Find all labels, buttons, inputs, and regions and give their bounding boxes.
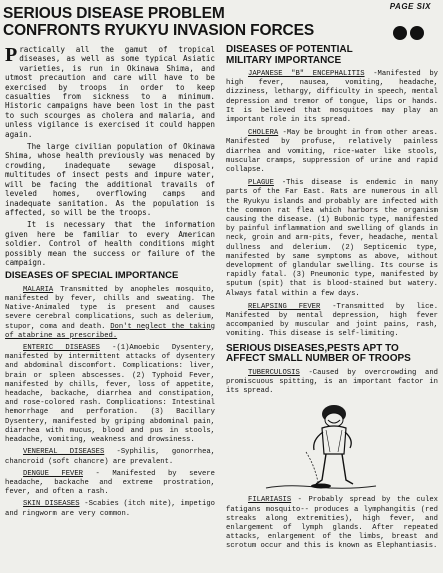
entry-enteric — [5, 344, 215, 445]
keyword: MALARIA — [23, 285, 54, 294]
entry-japanese-b — [226, 70, 438, 125]
keyword: JAPANESE "B" ENCEPHALITIS — [248, 70, 365, 78]
intro-paragraph-1 — [5, 45, 215, 139]
emphasis-text: Don't neglect the taking of atabrine as prescribed. — [5, 322, 215, 340]
keyword: ENTERIC DISEASES — [23, 344, 100, 353]
entry-text: - Manifested by severe headache, backache and extreme prostration, fever, and often a rash. — [5, 469, 215, 497]
entry-text: -Caused by overcrowding and promiscuous spitting, is an important factor in its spread. — [226, 368, 438, 396]
headline-bullets — [393, 26, 427, 45]
entry-text: -This disease is endemic in many parts of the Far East. Rats are numerous in all the Ryukyu islands and probably are infected with the common rat flea which harbors the organism causing the disease. (1) Bubonic type, manifested by painful inflammation and swelling of glands in neck, groin and arm-pits, fever, headache, mental dullness and delerium. (2) Septicemic type, manifested by same symptoms as above, without development of glandular swelling. Its course is rapidly fatal. (3) Pneumonic type, manifested by sputum (spit) that is blood-stained but watery. Always fatal within a few days. — [226, 179, 438, 298]
keyword: RELAPSING FEVER — [248, 302, 321, 311]
heading-line: AFFECT SMALL NUMBER OF TROOPS — [226, 353, 411, 365]
headline-line-1: SERIOUS DISEASE PROBLEM — [3, 5, 225, 22]
entry-text: -Transmitted by lice. Manifested by mental depression, high fever accompanied by muscular and joint pains, rash, vomiting. This disease is self-limiting. — [226, 302, 439, 339]
keyword: TUBERCULOSIS — [248, 368, 300, 377]
entry-tuberculosis — [226, 369, 438, 397]
entry-text: -Syphilis, gonorrhea, chancroid (soft chancre) are prevalent. — [5, 448, 216, 466]
keyword: VENEREAL DISEASES — [23, 448, 105, 457]
bullet-dot-icon — [410, 26, 424, 40]
section-heading-special: DISEASES OF SPECIAL IMPORTANCE — [5, 270, 179, 282]
keyword: CHOLERA — [248, 129, 279, 138]
entry-cholera — [226, 129, 438, 175]
section-heading-spread — [226, 344, 438, 365]
heading-line: SERIOUS DISEASES,PESTS APT TO — [226, 342, 399, 354]
entry-relapsing-fever — [226, 303, 438, 340]
entry-text: -May be brought in from other areas. Manifested by profuse, relatively painless diarrhea and vomiting, rice-water like stools, muscular cramps, suppression of urine and rapid collapse. — [226, 129, 438, 175]
entry-text: - Probably spread by the culex fatigans mosquito-- produces a lymphangitis (red streaks along extremities), high fever, and enlargement of lymph glands. After repeated attacks, enlargement of the limbs, breast and scrotum occur and this is known as Elephantiasis. — [226, 496, 438, 551]
heading-line: DISEASES OF POTENTIAL — [226, 44, 353, 55]
headline — [3, 5, 423, 39]
keyword: DENGUE FEVER — [23, 469, 83, 478]
entry-filariasis — [226, 496, 438, 551]
intro-paragraph-3: It is necessary that the information given here be familiar to every American soldier. Control of health conditions might possibly mean the success or failure of the campaign. — [5, 220, 215, 267]
soldier-cartoon-icon — [226, 400, 438, 496]
entry-plague — [226, 179, 438, 299]
intro-text-1: ractically all the gamut of tropical diseases, as well as some typical Asiatic varieties, is run in Okinawa Shima, and utmost precaution and care will have to be exercised by troops in order to keep casualties from sickness to a minimum. Historic campaigns have been lost in the past to such scourges as cholera and malaria, and unless vigilance is exercised it could happen again. — [5, 45, 215, 139]
entry-text: Transmitted by anopheles mosquito, manifested by fever, chills and sweating. The Native-Animaled type is present and causes severe cerebral complications, such as delerium, stupor, coma and death. — [5, 285, 215, 331]
headline-line-2: CONFRONTS RYUKYU INVASION FORCES — [3, 22, 315, 39]
intro-article — [5, 45, 215, 267]
entry-text: -Scabies (itch mite), impetigo and ringworm are very common. — [5, 500, 215, 518]
keyword: FILARIASIS — [248, 496, 292, 505]
intro-paragraph-2: The large civilian population of Okinawa Shima, whose health previously was menaced by crowding, inadequate sewage disposal, multitudes of insect pests and impure water, will be facing the additional travails of leveled homes, overflowing camps and inadequate sanitation. As the population is affected, so will be the troops. — [5, 142, 215, 217]
drop-cap: P — [5, 44, 18, 66]
entry-text: -Manifested by high fever, nausea, vomiting, headache, dizziness, lethargy, difficulty in speech, mental depression and tremor of tongue, lips or hands. It is believed that mosquitoes may play an important role in its spread. — [226, 70, 438, 125]
left-column — [5, 45, 215, 522]
entry-dengue — [5, 470, 215, 498]
right-column — [226, 45, 438, 556]
entry-text: -(1)Amoebic Dysentery, manifested by intermittent attacks of dysentery and abdominal discomfort. Complications: liver, brain or spleen abscesses. (2) Typhoid Fever, manifested by chills, fever, loss of appetite, headache, backache, diarrhea and constipation, and rose-colored rash. Complications: Intestinal hemorrhage and perforation. (3) Bacillary Dysentery, manifested by griping abdominal pain, diarrhea with mucus, blood and pus in stools, headache, vomiting, weakness and drowsiness. — [5, 344, 215, 445]
entry-skin — [5, 500, 215, 518]
page-number: PAGE SIX — [389, 2, 431, 11]
entry-venereal — [5, 448, 215, 466]
cartoon-illustration — [226, 400, 438, 496]
section-heading-potential — [226, 45, 438, 66]
keyword: SKIN DISEASES — [23, 500, 80, 509]
bullet-dot-icon — [393, 26, 407, 40]
entry-malaria — [5, 286, 215, 341]
keyword: PLAGUE — [248, 179, 274, 188]
heading-line: MILITARY IMPORTANCE — [226, 54, 342, 66]
